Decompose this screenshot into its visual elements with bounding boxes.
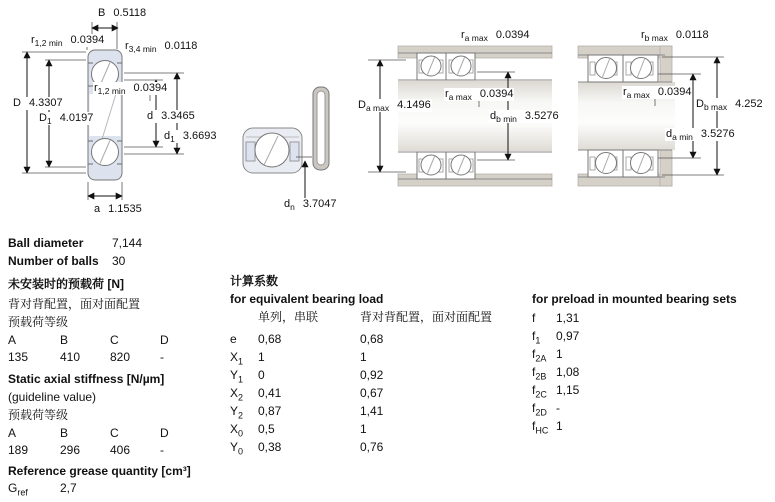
- factor-sym: $f_{2B}$: [532, 365, 547, 382]
- calc-col2-header: 背对背配置，面对面配置: [360, 310, 493, 324]
- preload-header-C: C: [110, 333, 119, 347]
- calc-row-v2: 0,67: [360, 386, 384, 400]
- calc-row-sym: $Y_2$: [230, 404, 244, 421]
- stiffness-header-D: D: [160, 426, 169, 440]
- preload-class-label: 预载荷等级: [8, 315, 69, 329]
- preload-value-A: 135: [8, 350, 29, 364]
- stiffness-value-C: 406: [110, 443, 131, 457]
- stiffness-value-D: -: [160, 443, 164, 457]
- preload-value-D: -: [160, 350, 164, 364]
- calc-row-v2: 1,41: [360, 404, 384, 418]
- factor-sym: $f_{2A}$: [532, 347, 547, 364]
- stiffness-value-A: 189: [8, 443, 29, 457]
- preload-arrangement: 背对背配置，面对面配置: [8, 297, 141, 311]
- preload-unmounted-title: 未安装时的预载荷 [N]: [8, 277, 124, 291]
- calc-row-sym: e: [230, 332, 237, 346]
- dim-label-r12-top: $r_{1,2 min}$ 0.0394: [31, 34, 105, 49]
- stiffness-value-B: 296: [60, 443, 81, 457]
- factor-value: 1,08: [556, 365, 580, 379]
- calc-row-sym: $X_2$: [230, 386, 244, 403]
- dim-label-B: B 0.5118: [98, 7, 147, 19]
- preload-header-D: D: [160, 333, 169, 347]
- number-of-balls-value: 30: [112, 254, 126, 268]
- calc-subtitle: for equivalent bearing load: [230, 292, 384, 306]
- stiffness-class-label: 预载荷等级: [8, 408, 69, 422]
- calc-row-v1: 0,87: [258, 404, 282, 418]
- dim-label-ra-max-mid: $r_{a max}$ 0.0394: [445, 88, 514, 103]
- calc-row-sym: $X_1$: [230, 350, 244, 367]
- dim-label-r12-mid: $r_{1,2 min}$ 0.0394: [94, 82, 168, 97]
- factor-value: 1,15: [556, 383, 580, 397]
- dim-label-r34: $r_{3,4 min}$ 0.0118: [125, 40, 198, 55]
- calc-row-sym: $Y_0$: [230, 440, 244, 457]
- factor-value: 1: [556, 347, 563, 361]
- factor-value: 1,31: [556, 311, 580, 325]
- preload-value-C: 820: [110, 350, 131, 364]
- calc-row-sym: $Y_1$: [230, 368, 244, 385]
- dim-label-da-min: $d_{a min}$ 3.5276: [666, 128, 735, 143]
- calc-row-v2: 1: [360, 350, 367, 364]
- calc-row-v2: 0,76: [360, 440, 384, 454]
- ball-diameter-value: 7,144: [112, 236, 143, 250]
- preload-header-B: B: [60, 333, 69, 347]
- calc-row-v2: 0,92: [360, 368, 384, 382]
- factor-value: 0,97: [556, 329, 580, 343]
- grease-title: Reference grease quantity [cm³]: [8, 464, 191, 478]
- calc-row-v2: 0,68: [360, 332, 384, 346]
- stiffness-header-A: A: [8, 426, 17, 440]
- dim-label-d1: $d_1$ 3.6693: [164, 130, 217, 145]
- dim-label-a: a 1.1535: [94, 203, 142, 215]
- calc-col1-header: 单列，串联: [258, 310, 319, 324]
- paired-bearings-shaft-fit-diagram: [578, 46, 724, 186]
- preload-mounted-title: for preload in mounted bearing sets: [532, 292, 737, 306]
- factor-value: 1: [556, 419, 563, 433]
- calc-row-v1: 0,38: [258, 440, 282, 454]
- dim-label-d: d 3.3465: [147, 110, 195, 122]
- calc-row-v2: 1: [360, 422, 367, 436]
- dim-label-ra-max-right: $r_{a max}$ 0.0394: [623, 86, 692, 101]
- grease-value: 2,7: [60, 481, 77, 495]
- calc-title: 计算系数: [230, 274, 279, 288]
- stiffness-header-B: B: [60, 426, 69, 440]
- dim-label-rb-max: $r_{b max}$ 0.0118: [641, 29, 709, 44]
- dim-label-db-min: $d_{b min}$ 3.5276: [490, 110, 559, 125]
- calc-row-v1: 0: [258, 368, 265, 382]
- factor-sym: $f_1$: [532, 329, 541, 346]
- factor-sym: $f_{HC}$: [532, 419, 549, 436]
- calc-row-v1: 0,68: [258, 332, 282, 346]
- stiffness-subtitle: (guideline value): [8, 390, 97, 404]
- dim-label-Db-max: $D_{b max}$ 4.252: [696, 98, 763, 113]
- preload-value-B: 410: [60, 350, 81, 364]
- dim-label-D1: $D_1$ 4.0197: [39, 112, 94, 127]
- bearing-front-view-with-seal: [243, 87, 329, 200]
- calc-row-sym: $X_0$: [230, 422, 244, 439]
- factor-sym: f: [532, 311, 536, 325]
- dim-label-Da-max: $D_{a max}$ 4.1496: [358, 99, 431, 114]
- grease-symbol: $G_{ref}$: [8, 481, 28, 498]
- preload-header-A: A: [8, 333, 17, 347]
- factor-sym: $f_{2D}$: [532, 401, 547, 418]
- stiffness-title: Static axial stiffness [N/µm]: [8, 372, 165, 386]
- calc-row-v1: 0,41: [258, 386, 282, 400]
- dim-label-ra-max-top: $r_{a max}$ 0.0394: [461, 29, 530, 44]
- factor-sym: $f_{2C}$: [532, 383, 547, 400]
- dim-label-D: D 4.3307: [13, 97, 63, 109]
- dim-label-dn: $d_n$ 3.7047: [284, 198, 337, 213]
- calc-row-v1: 1: [258, 350, 265, 364]
- ball-diameter-label: Ball diameter: [8, 236, 84, 250]
- factor-value: -: [556, 401, 560, 415]
- number-of-balls-label: Number of balls: [8, 254, 99, 268]
- stiffness-header-C: C: [110, 426, 119, 440]
- calc-row-v1: 0,5: [258, 422, 275, 436]
